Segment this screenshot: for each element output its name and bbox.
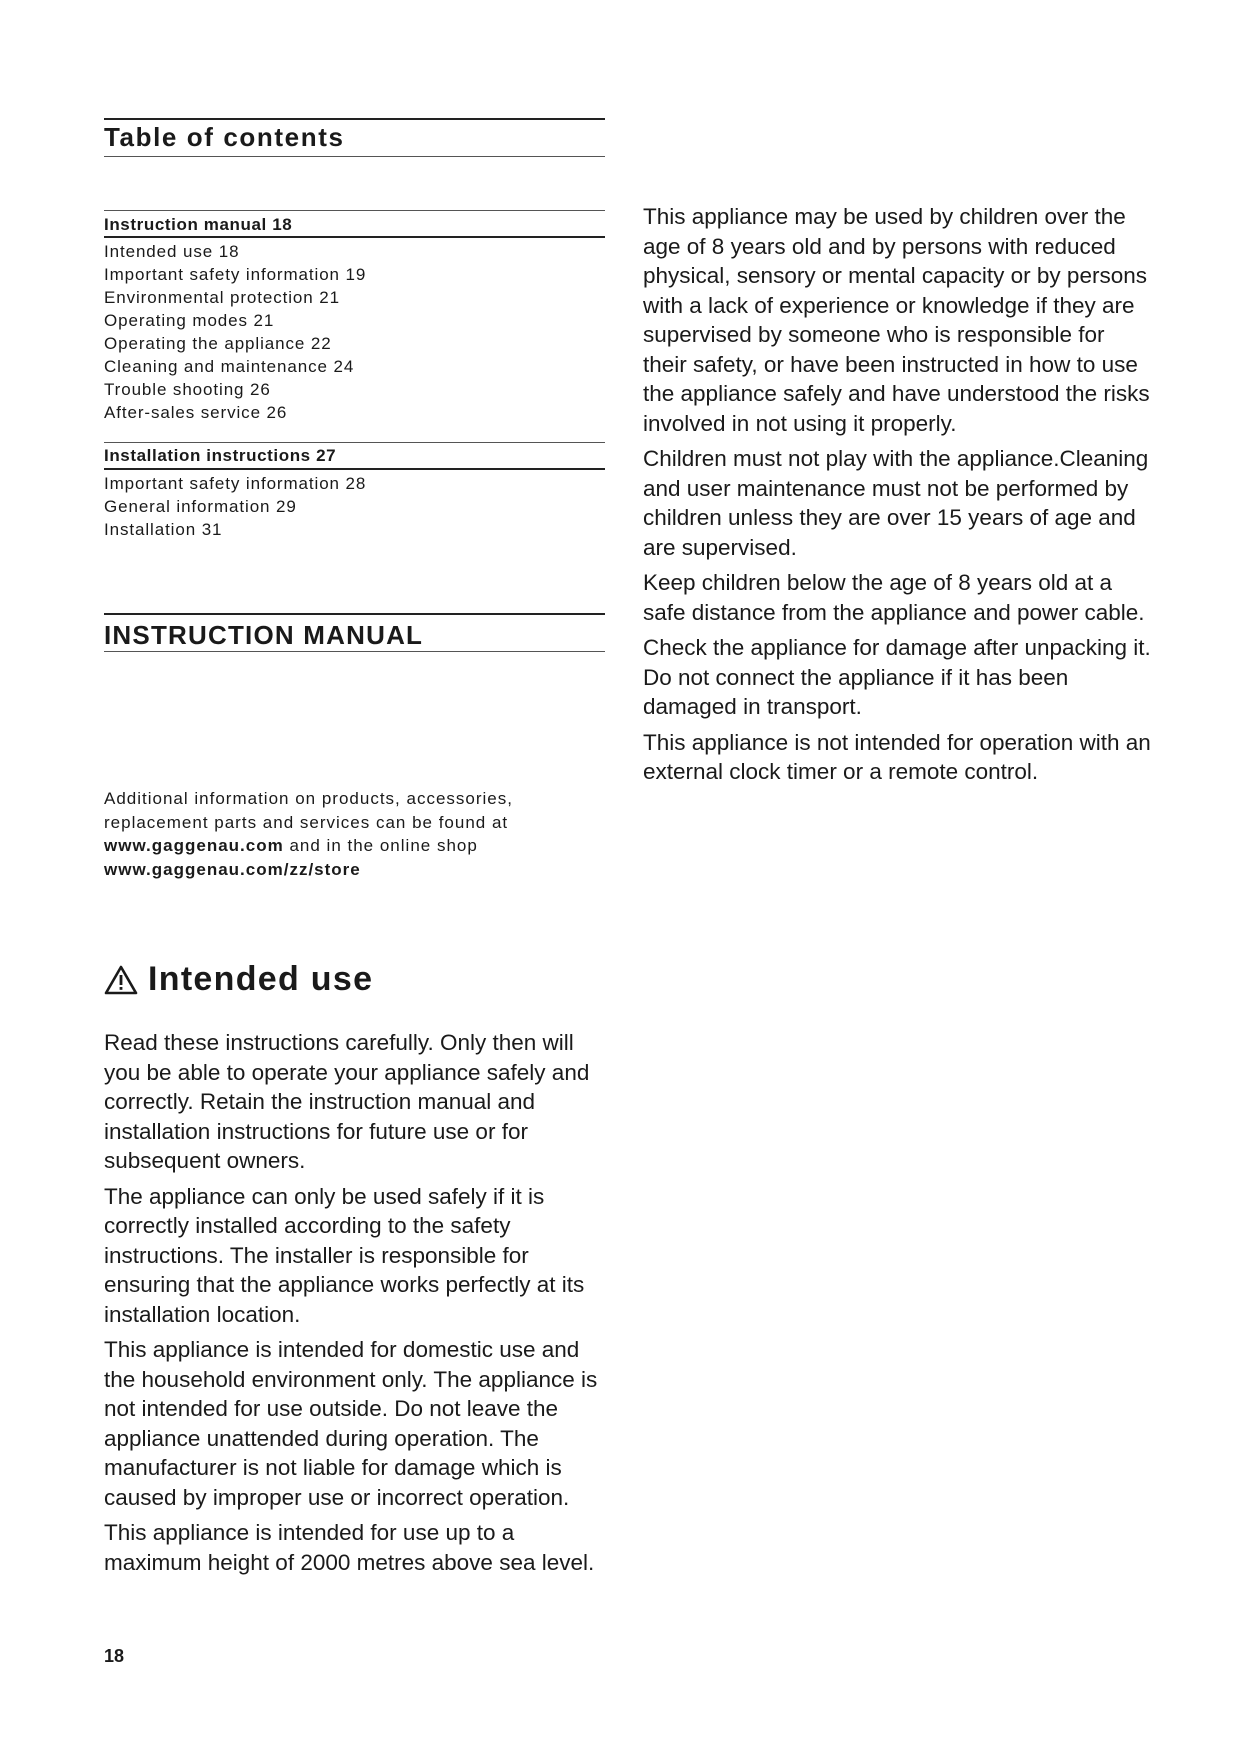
- online-shop-link[interactable]: www.gaggenau.com/zz/store: [104, 859, 361, 879]
- paragraph: Check the appliance for damage after unpacking it. Do not connect the appliance if it has been damaged in transport.: [643, 635, 1151, 719]
- intended-use-heading: [104, 960, 373, 999]
- intended-use-title: Intended use: [148, 960, 374, 998]
- page-number: 18: [104, 1646, 125, 1666]
- toc-title-bottom-rule: [104, 156, 605, 157]
- toc-item[interactable]: After-sales service 26: [104, 403, 288, 422]
- toc-item[interactable]: Intended use 18: [104, 242, 240, 261]
- intended-use-left-column: [104, 1028, 614, 1583]
- toc-item[interactable]: Operating modes 21: [104, 311, 275, 330]
- paragraph: This appliance is not intended for operation with an external clock timer or a remote control.: [643, 729, 1151, 784]
- toc-item[interactable]: Important safety information 19: [104, 265, 367, 284]
- toc-item[interactable]: Trouble shooting 26: [104, 380, 271, 399]
- toc-section1-top-rule: [104, 210, 605, 211]
- additional-info: [104, 787, 574, 881]
- toc-item[interactable]: General information 29: [104, 497, 297, 516]
- manual-heading-top-rule: [104, 613, 605, 615]
- paragraph: Read these instructions carefully. Only then will you be able to operate your appliance safely and correctly. Retain the instruction manual and installation instructions for future use or for subsequent owners.: [104, 1030, 590, 1173]
- toc-item[interactable]: Installation 31: [104, 520, 223, 539]
- manual-heading: INSTRUCTION MANUAL: [104, 620, 424, 650]
- additional-info-text: and in the online shop: [283, 836, 478, 855]
- toc-section2-heading[interactable]: Installation instructions 27: [104, 446, 337, 465]
- toc-section1-list: [104, 240, 366, 424]
- toc-section2-bottom-rule: [104, 468, 605, 470]
- toc-section2-list: [104, 472, 366, 541]
- warning-triangle-icon: [104, 964, 138, 996]
- toc-item[interactable]: Cleaning and maintenance 24: [104, 357, 355, 376]
- toc-item[interactable]: Important safety information 28: [104, 474, 367, 493]
- toc-section1-heading[interactable]: Instruction manual 18: [104, 215, 293, 234]
- paragraph: This appliance is intended for domestic use and the household environment only. The appliance is not intended for use outside. Do not leave the appliance unattended during operation. The manufacturer is not liable for damage which is caused by improper use or incorrect operation.: [104, 1337, 598, 1510]
- manual-heading-bottom-rule: [104, 651, 605, 652]
- toc-item[interactable]: Operating the appliance 22: [104, 334, 332, 353]
- intended-use-right-column: [643, 202, 1153, 793]
- additional-info-text: Additional information on products, accessories, replacement parts and services can be found at: [104, 789, 513, 832]
- paragraph: Children must not play with the appliance.Cleaning and user maintenance must not be performed by children unless they are over 15 years of age and are supervised.: [643, 446, 1149, 560]
- paragraph: The appliance can only be used safely if it is correctly installed according to the safety instructions. The installer is responsible for ensuring that the appliance works perfectly at its installation location.: [104, 1183, 585, 1327]
- toc-item[interactable]: Environmental protection 21: [104, 288, 340, 307]
- toc-title: Table of contents: [104, 122, 345, 152]
- website-link[interactable]: www.gaggenau.com: [104, 836, 284, 855]
- paragraph: This appliance may be used by children over the age of 8 years old and by persons with reduced physical, sensory or mental capacity or by persons with a lack of experience or knowledge if they are supervised by someone who is responsible for their safety, or have been instructed in how to use the appliance safely and have understood the risks involved in not using it properly.: [643, 204, 1150, 436]
- paragraph: Keep children below the age of 8 years old at a safe distance from the appliance and power cable.: [643, 570, 1145, 625]
- toc-section1-bottom-rule: [104, 236, 605, 238]
- toc-top-rule: [104, 118, 605, 120]
- toc-section2-top-rule: [104, 442, 605, 443]
- paragraph: This appliance is intended for use up to a maximum height of 2000 metres above sea level.: [104, 1520, 595, 1575]
